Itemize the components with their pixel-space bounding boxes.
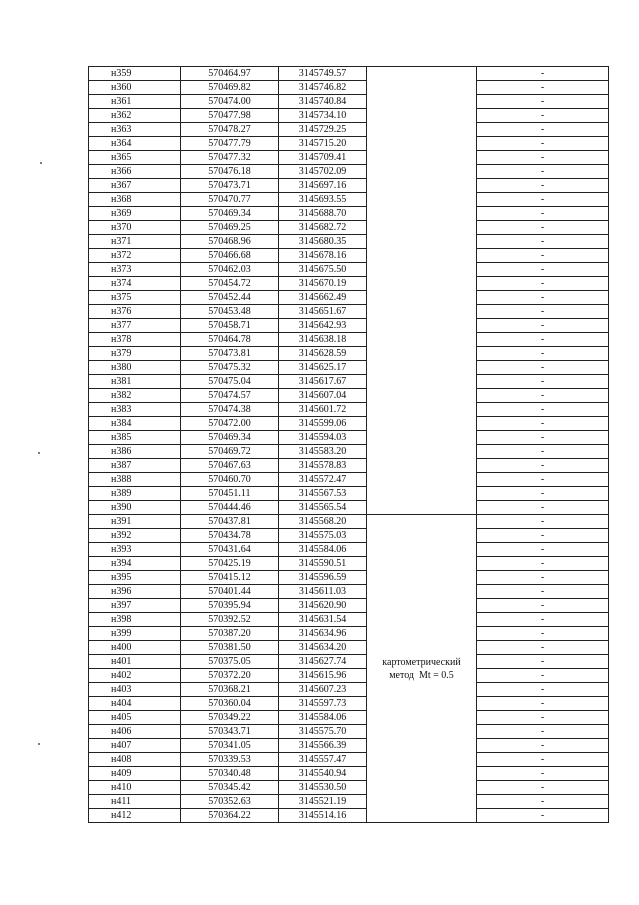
x-coordinate-cell: 570477.98 — [181, 109, 279, 123]
point-number-cell: н389 — [89, 487, 181, 501]
y-coordinate-cell: 3145596.59 — [279, 571, 367, 585]
x-coordinate-cell: 570381.50 — [181, 641, 279, 655]
point-number-cell: н368 — [89, 193, 181, 207]
table-row — [89, 305, 609, 319]
x-coordinate-cell: 570474.38 — [181, 403, 279, 417]
y-coordinate-cell: 3145670.19 — [279, 277, 367, 291]
table-row — [89, 389, 609, 403]
x-coordinate-cell: 570473.81 — [181, 347, 279, 361]
x-coordinate-cell: 570458.71 — [181, 319, 279, 333]
note-dash-cell: - — [477, 571, 609, 585]
table-row — [89, 613, 609, 627]
point-number-cell: н388 — [89, 473, 181, 487]
note-dash-cell: - — [477, 459, 609, 473]
x-coordinate-cell: 570368.21 — [181, 683, 279, 697]
y-coordinate-cell: 3145584.06 — [279, 711, 367, 725]
x-coordinate-cell: 570425.19 — [181, 557, 279, 571]
y-coordinate-cell: 3145662.49 — [279, 291, 367, 305]
x-coordinate-cell: 570392.52 — [181, 613, 279, 627]
y-coordinate-cell: 3145675.50 — [279, 263, 367, 277]
x-coordinate-cell: 570387.20 — [181, 627, 279, 641]
note-dash-cell: - — [477, 599, 609, 613]
note-dash-cell: - — [477, 697, 609, 711]
point-number-cell: н375 — [89, 291, 181, 305]
note-dash-cell: - — [477, 109, 609, 123]
note-dash-cell: - — [477, 543, 609, 557]
x-coordinate-cell: 570464.78 — [181, 333, 279, 347]
note-dash-cell: - — [477, 417, 609, 431]
note-dash-cell: - — [477, 193, 609, 207]
table-row — [89, 361, 609, 375]
point-number-cell: н411 — [89, 795, 181, 809]
table-row — [89, 655, 609, 669]
point-number-cell: н407 — [89, 739, 181, 753]
point-number-cell: н398 — [89, 613, 181, 627]
y-coordinate-cell: 3145566.39 — [279, 739, 367, 753]
point-number-cell: н371 — [89, 235, 181, 249]
x-coordinate-cell: 570401.44 — [181, 585, 279, 599]
y-coordinate-cell: 3145584.06 — [279, 543, 367, 557]
note-dash-cell: - — [477, 501, 609, 515]
note-dash-cell: - — [477, 613, 609, 627]
x-coordinate-cell: 570469.34 — [181, 431, 279, 445]
x-coordinate-cell: 570475.32 — [181, 361, 279, 375]
table-row — [89, 809, 609, 823]
point-number-cell: н361 — [89, 95, 181, 109]
note-dash-cell: - — [477, 431, 609, 445]
y-coordinate-cell: 3145530.50 — [279, 781, 367, 795]
y-coordinate-cell: 3145601.72 — [279, 403, 367, 417]
note-dash-cell: - — [477, 151, 609, 165]
x-coordinate-cell: 570473.71 — [181, 179, 279, 193]
y-coordinate-cell: 3145709.41 — [279, 151, 367, 165]
table-row — [89, 193, 609, 207]
y-coordinate-cell: 3145697.16 — [279, 179, 367, 193]
note-dash-cell: - — [477, 361, 609, 375]
note-dash-cell: - — [477, 473, 609, 487]
note-dash-cell: - — [477, 277, 609, 291]
y-coordinate-cell: 3145702.09 — [279, 165, 367, 179]
point-number-cell: н386 — [89, 445, 181, 459]
y-coordinate-cell: 3145734.10 — [279, 109, 367, 123]
note-dash-cell: - — [477, 641, 609, 655]
table-row — [89, 81, 609, 95]
y-coordinate-cell: 3145557.47 — [279, 753, 367, 767]
x-coordinate-cell: 570395.94 — [181, 599, 279, 613]
table-row — [89, 459, 609, 473]
table-row — [89, 221, 609, 235]
note-dash-cell: - — [477, 669, 609, 683]
y-coordinate-cell: 3145638.18 — [279, 333, 367, 347]
point-number-cell: н410 — [89, 781, 181, 795]
y-coordinate-cell: 3145514.16 — [279, 809, 367, 823]
y-coordinate-cell: 3145617.67 — [279, 375, 367, 389]
point-number-cell: н395 — [89, 571, 181, 585]
y-coordinate-cell: 3145680.35 — [279, 235, 367, 249]
x-coordinate-cell: 570469.82 — [181, 81, 279, 95]
x-coordinate-cell: 570339.53 — [181, 753, 279, 767]
table-row — [89, 585, 609, 599]
point-number-cell: н394 — [89, 557, 181, 571]
x-coordinate-cell: 570469.72 — [181, 445, 279, 459]
point-number-cell: н360 — [89, 81, 181, 95]
x-coordinate-cell: 570476.18 — [181, 165, 279, 179]
point-number-cell: н390 — [89, 501, 181, 515]
x-coordinate-cell: 570340.48 — [181, 767, 279, 781]
x-coordinate-cell: 570341.05 — [181, 739, 279, 753]
table-row — [89, 627, 609, 641]
point-number-cell: н365 — [89, 151, 181, 165]
note-dash-cell: - — [477, 487, 609, 501]
x-coordinate-cell: 570467.63 — [181, 459, 279, 473]
x-coordinate-cell: 570364.22 — [181, 809, 279, 823]
table-row — [89, 431, 609, 445]
note-dash-cell: - — [477, 165, 609, 179]
y-coordinate-cell: 3145627.74 — [279, 655, 367, 669]
point-number-cell: н396 — [89, 585, 181, 599]
note-dash-cell: - — [477, 235, 609, 249]
x-coordinate-cell: 570452.44 — [181, 291, 279, 305]
y-coordinate-cell: 3145642.93 — [279, 319, 367, 333]
note-dash-cell: - — [477, 753, 609, 767]
y-coordinate-cell: 3145575.70 — [279, 725, 367, 739]
x-coordinate-cell: 570474.00 — [181, 95, 279, 109]
point-number-cell: н372 — [89, 249, 181, 263]
y-coordinate-cell: 3145599.06 — [279, 417, 367, 431]
x-coordinate-cell: 570360.04 — [181, 697, 279, 711]
note-dash-cell: - — [477, 249, 609, 263]
x-coordinate-cell: 570451.11 — [181, 487, 279, 501]
note-dash-cell: - — [477, 221, 609, 235]
y-coordinate-cell: 3145740.84 — [279, 95, 367, 109]
table-row — [89, 781, 609, 795]
note-dash-cell: - — [477, 333, 609, 347]
x-coordinate-cell: 570472.00 — [181, 417, 279, 431]
x-coordinate-cell: 570454.72 — [181, 277, 279, 291]
y-coordinate-cell: 3145628.59 — [279, 347, 367, 361]
table-row — [89, 67, 609, 81]
coordinates-table — [88, 66, 609, 823]
table-row — [89, 795, 609, 809]
point-number-cell: н366 — [89, 165, 181, 179]
note-dash-cell: - — [477, 795, 609, 809]
table-row — [89, 417, 609, 431]
table-row — [89, 697, 609, 711]
y-coordinate-cell: 3145715.20 — [279, 137, 367, 151]
table-row — [89, 165, 609, 179]
note-dash-cell: - — [477, 585, 609, 599]
point-number-cell: н408 — [89, 753, 181, 767]
method-cell-empty — [367, 67, 477, 515]
note-dash-cell: - — [477, 515, 609, 529]
note-dash-cell: - — [477, 137, 609, 151]
table-row — [89, 109, 609, 123]
y-coordinate-cell: 3145620.90 — [279, 599, 367, 613]
note-dash-cell: - — [477, 781, 609, 795]
y-coordinate-cell: 3145572.47 — [279, 473, 367, 487]
table-row — [89, 683, 609, 697]
y-coordinate-cell: 3145651.67 — [279, 305, 367, 319]
scan-speck — [38, 452, 40, 454]
method-name: картометрический — [382, 656, 461, 668]
x-coordinate-cell: 570460.70 — [181, 473, 279, 487]
x-coordinate-cell: 570469.25 — [181, 221, 279, 235]
x-coordinate-cell: 570375.05 — [181, 655, 279, 669]
table-row — [89, 599, 609, 613]
note-dash-cell: - — [477, 375, 609, 389]
note-dash-cell: - — [477, 403, 609, 417]
y-coordinate-cell: 3145693.55 — [279, 193, 367, 207]
point-number-cell: н402 — [89, 669, 181, 683]
point-number-cell: н369 — [89, 207, 181, 221]
y-coordinate-cell: 3145594.03 — [279, 431, 367, 445]
y-coordinate-cell: 3145578.83 — [279, 459, 367, 473]
note-dash-cell: - — [477, 683, 609, 697]
y-coordinate-cell: 3145521.19 — [279, 795, 367, 809]
x-coordinate-cell: 570474.57 — [181, 389, 279, 403]
table-row — [89, 319, 609, 333]
y-coordinate-cell: 3145729.25 — [279, 123, 367, 137]
table-row — [89, 137, 609, 151]
point-number-cell: н364 — [89, 137, 181, 151]
point-number-cell: н370 — [89, 221, 181, 235]
table-row — [89, 739, 609, 753]
note-dash-cell: - — [477, 389, 609, 403]
x-coordinate-cell: 570434.78 — [181, 529, 279, 543]
note-dash-cell: - — [477, 557, 609, 571]
y-coordinate-cell: 3145746.82 — [279, 81, 367, 95]
point-number-cell: н377 — [89, 319, 181, 333]
y-coordinate-cell: 3145682.72 — [279, 221, 367, 235]
y-coordinate-cell: 3145597.73 — [279, 697, 367, 711]
note-dash-cell: - — [477, 711, 609, 725]
point-number-cell: н385 — [89, 431, 181, 445]
x-coordinate-cell: 570431.64 — [181, 543, 279, 557]
note-dash-cell: - — [477, 207, 609, 221]
point-number-cell: н379 — [89, 347, 181, 361]
table-row — [89, 557, 609, 571]
point-number-cell: н409 — [89, 767, 181, 781]
point-number-cell: н376 — [89, 305, 181, 319]
table-row — [89, 711, 609, 725]
note-dash-cell: - — [477, 347, 609, 361]
point-number-cell: н384 — [89, 417, 181, 431]
y-coordinate-cell: 3145567.53 — [279, 487, 367, 501]
point-number-cell: н400 — [89, 641, 181, 655]
y-coordinate-cell: 3145590.51 — [279, 557, 367, 571]
table-row — [89, 543, 609, 557]
table-row — [89, 725, 609, 739]
point-number-cell: н397 — [89, 599, 181, 613]
table-row — [89, 207, 609, 221]
y-coordinate-cell: 3145607.04 — [279, 389, 367, 403]
table-row — [89, 753, 609, 767]
x-coordinate-cell: 570349.22 — [181, 711, 279, 725]
point-number-cell: н391 — [89, 515, 181, 529]
note-dash-cell: - — [477, 445, 609, 459]
table-row — [89, 529, 609, 543]
point-number-cell: н359 — [89, 67, 181, 81]
x-coordinate-cell: 570352.63 — [181, 795, 279, 809]
y-coordinate-cell: 3145568.20 — [279, 515, 367, 529]
note-dash-cell: - — [477, 767, 609, 781]
point-number-cell: н404 — [89, 697, 181, 711]
x-coordinate-cell: 570462.03 — [181, 263, 279, 277]
table-row — [89, 445, 609, 459]
y-coordinate-cell: 3145678.16 — [279, 249, 367, 263]
table-row — [89, 123, 609, 137]
point-number-cell: н383 — [89, 403, 181, 417]
table-row — [89, 333, 609, 347]
x-coordinate-cell: 570477.32 — [181, 151, 279, 165]
x-coordinate-cell: 570444.46 — [181, 501, 279, 515]
y-coordinate-cell: 3145749.57 — [279, 67, 367, 81]
x-coordinate-cell: 570453.48 — [181, 305, 279, 319]
table-row — [89, 375, 609, 389]
y-coordinate-cell: 3145625.17 — [279, 361, 367, 375]
note-dash-cell: - — [477, 627, 609, 641]
point-number-cell: н412 — [89, 809, 181, 823]
point-number-cell: н393 — [89, 543, 181, 557]
table-row — [89, 501, 609, 515]
y-coordinate-cell: 3145540.94 — [279, 767, 367, 781]
note-dash-cell: - — [477, 319, 609, 333]
y-coordinate-cell: 3145631.54 — [279, 613, 367, 627]
table-row — [89, 767, 609, 781]
note-dash-cell: - — [477, 81, 609, 95]
scan-speck — [38, 743, 40, 745]
table-row — [89, 487, 609, 501]
x-coordinate-cell: 570470.77 — [181, 193, 279, 207]
x-coordinate-cell: 570343.71 — [181, 725, 279, 739]
x-coordinate-cell: 570466.68 — [181, 249, 279, 263]
note-dash-cell: - — [477, 95, 609, 109]
y-coordinate-cell: 3145634.96 — [279, 627, 367, 641]
method-cell — [367, 515, 477, 823]
point-number-cell: н374 — [89, 277, 181, 291]
note-dash-cell: - — [477, 809, 609, 823]
note-dash-cell: - — [477, 305, 609, 319]
point-number-cell: н387 — [89, 459, 181, 473]
y-coordinate-cell: 3145565.54 — [279, 501, 367, 515]
y-coordinate-cell: 3145611.03 — [279, 585, 367, 599]
point-number-cell: н399 — [89, 627, 181, 641]
table-row — [89, 571, 609, 585]
x-coordinate-cell: 570437.81 — [181, 515, 279, 529]
point-number-cell: н373 — [89, 263, 181, 277]
table-row — [89, 179, 609, 193]
point-number-cell: н405 — [89, 711, 181, 725]
x-coordinate-cell: 570372.20 — [181, 669, 279, 683]
x-coordinate-cell: 570415.12 — [181, 571, 279, 585]
point-number-cell: н392 — [89, 529, 181, 543]
x-coordinate-cell: 570345.42 — [181, 781, 279, 795]
note-dash-cell: - — [477, 263, 609, 277]
point-number-cell: н401 — [89, 655, 181, 669]
x-coordinate-cell: 570475.04 — [181, 375, 279, 389]
point-number-cell: н363 — [89, 123, 181, 137]
table-row — [89, 403, 609, 417]
table-row — [89, 235, 609, 249]
point-number-cell: н382 — [89, 389, 181, 403]
table-row — [89, 151, 609, 165]
table-row — [89, 95, 609, 109]
y-coordinate-cell: 3145575.03 — [279, 529, 367, 543]
table-row — [89, 669, 609, 683]
point-number-cell: н380 — [89, 361, 181, 375]
point-number-cell: н403 — [89, 683, 181, 697]
y-coordinate-cell: 3145688.70 — [279, 207, 367, 221]
table-row — [89, 263, 609, 277]
y-coordinate-cell: 3145634.20 — [279, 641, 367, 655]
y-coordinate-cell: 3145583.20 — [279, 445, 367, 459]
x-coordinate-cell: 570464.97 — [181, 67, 279, 81]
table-row — [89, 291, 609, 305]
note-dash-cell: - — [477, 123, 609, 137]
x-coordinate-cell: 570468.96 — [181, 235, 279, 249]
y-coordinate-cell: 3145607.23 — [279, 683, 367, 697]
table-row — [89, 515, 609, 529]
point-number-cell: н378 — [89, 333, 181, 347]
y-coordinate-cell: 3145615.96 — [279, 669, 367, 683]
x-coordinate-cell: 570477.79 — [181, 137, 279, 151]
x-coordinate-cell: 570469.34 — [181, 207, 279, 221]
point-number-cell: н367 — [89, 179, 181, 193]
note-dash-cell: - — [477, 529, 609, 543]
coordinates-table-body — [89, 67, 609, 823]
note-dash-cell: - — [477, 655, 609, 669]
note-dash-cell: - — [477, 739, 609, 753]
table-row — [89, 347, 609, 361]
note-dash-cell: - — [477, 291, 609, 305]
x-coordinate-cell: 570478.27 — [181, 123, 279, 137]
method-accuracy: метод Mt = 0.5 — [389, 669, 454, 681]
note-dash-cell: - — [477, 67, 609, 81]
table-row — [89, 473, 609, 487]
note-dash-cell: - — [477, 725, 609, 739]
point-number-cell: н362 — [89, 109, 181, 123]
note-dash-cell: - — [477, 179, 609, 193]
table-row — [89, 277, 609, 291]
scan-speck — [40, 162, 42, 164]
point-number-cell: н406 — [89, 725, 181, 739]
table-row — [89, 641, 609, 655]
point-number-cell: н381 — [89, 375, 181, 389]
table-row — [89, 249, 609, 263]
